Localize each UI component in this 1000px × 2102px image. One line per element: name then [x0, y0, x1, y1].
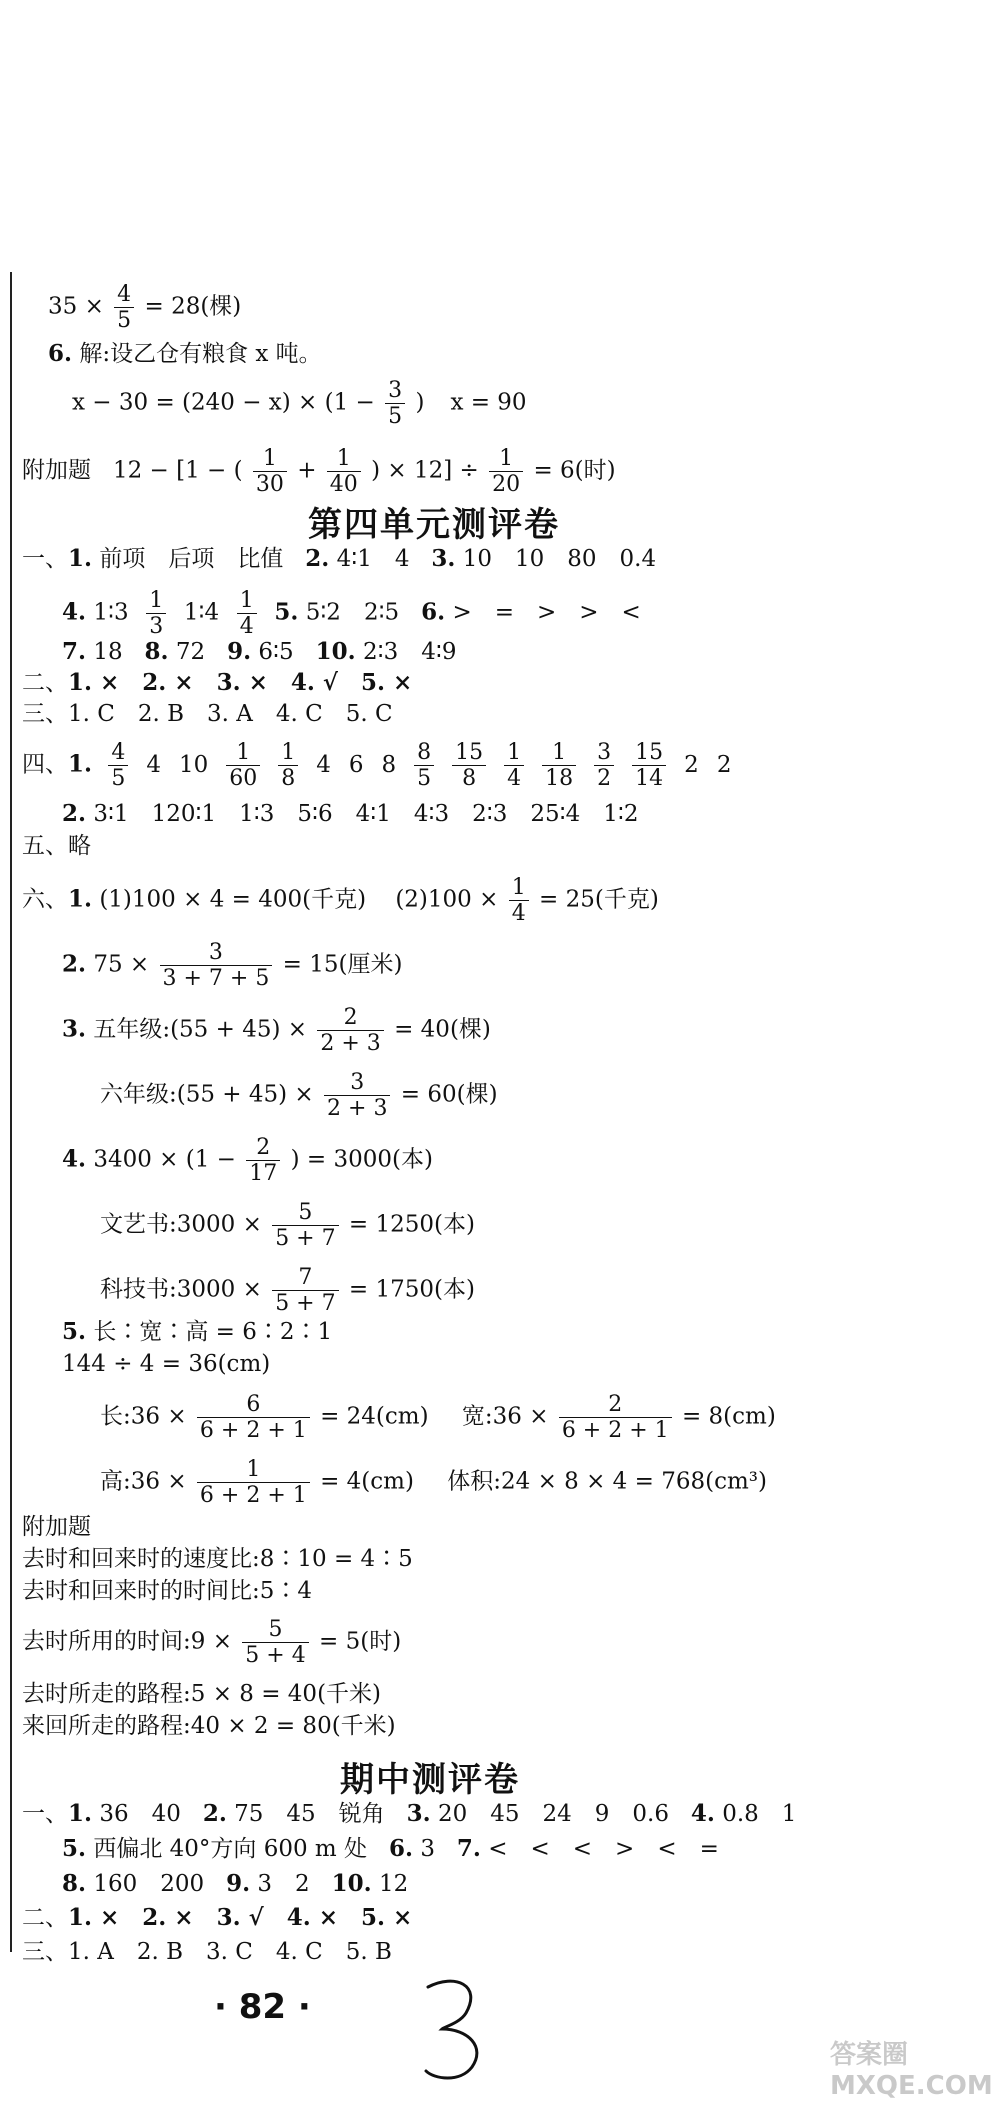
u4-bonus-l5: 来回所走的路程:40 × 2 = 80(千米) — [22, 1713, 396, 1739]
mid-s1-row2: 5. 西偏北 40°方向 600 m 处 6. 3 7. < < < > < = — [62, 1835, 719, 1862]
mid-s2: 二、1. × 2. × 3. √ 4. × 5. × — [22, 1904, 413, 1931]
u4-s3: 三、1. C 2. B 3. A 4. C 5. C — [22, 701, 393, 727]
u4-s6-q3b: 六年级:(55 + 45) × $\frac{3}{2 + 3}$ = 60(棵) — [100, 1070, 498, 1121]
u4-s6-q4c: 科技书:3000 × $\frac{7}{5 + 7}$ = 1750(本) — [100, 1265, 475, 1316]
u4-s4-row1: 四、1. $\frac{4}{5}$ 4 10 $\frac{1}{60}$ $\frac{1}{8}$ 4 6 8 $\frac{8}{5}$ $\frac{15}{8}$ $\frac{1}{4}$ $\frac{1}{18}$ $\frac{3}{2}$ $\frac{15}{14}$ 2 2 — [22, 740, 740, 791]
fraction-answer: $\frac{3}{2}$ — [594, 740, 614, 791]
midterm-title: 期中测评卷 — [340, 1760, 520, 1800]
unit4-title: 第四单元测评卷 — [308, 505, 560, 545]
u4-s6-q3: 3. 五年级:(55 + 45) × $\frac{2}{2 + 3}$ = 40(棵) — [62, 1005, 491, 1056]
prev-bonus: 附加题 12 − [1 − ( $\frac{1}{30}$ + $\frac{1}{40}$ ) × 12] ÷ $\frac{1}{20}$ = 6(时) — [22, 446, 616, 497]
mid-s3: 三、1. A 2. B 3. C 4. C 5. B — [22, 1939, 392, 1965]
u4-s6-q5d: 高:36 × $\frac{1}{6 + 2 + 1}$ = 4(cm) 体积:24 × 8 × 4 = 768(cm³) — [100, 1457, 767, 1508]
u4-s1-row1: 一、1. 前项 后项 比值 2. 4∶1 4 3. 10 10 80 0.4 — [22, 545, 657, 572]
u4-bonus-l2: 去时和回来时的时间比:5∶4 — [22, 1578, 313, 1604]
u4-s1-row3: 7. 18 8. 72 9. 6∶5 10. 2∶3 4∶9 — [62, 638, 457, 665]
handwritten-three — [420, 1975, 490, 2085]
u4-s5: 五、略 — [22, 833, 91, 859]
u4-s4-row2: 2. 3∶1 120∶1 1∶3 5∶6 4∶1 4∶3 2∶3 25∶4 1∶2 — [62, 800, 639, 827]
number-answer: 4 — [316, 751, 331, 778]
fraction-answer: $\frac{1}{18}$ — [542, 740, 576, 791]
u4-s6-q4b: 文艺书:3000 × $\frac{5}{5 + 7}$ = 1250(本) — [100, 1200, 475, 1251]
page-number: · 82 · — [214, 1987, 311, 2027]
u4-s1-row2: 4. 1∶3 $\frac{1}{3}$ 1∶4 $\frac{1}{4}$ 5. 5∶2 2∶5 6. > = > > < — [62, 588, 641, 639]
number-answer: 2 — [684, 751, 699, 778]
number-answer: 2 — [716, 751, 732, 778]
number-answer: 4 — [146, 751, 161, 778]
watermark: 答案圈 MXQE.COM — [830, 2040, 993, 2101]
u4-s6-q1: 六、1. (1)100 × 4 = 400(千克) (2)100 × $\frac{1}{4}$ = 25(千克) — [22, 875, 659, 926]
u4-s6-q4: 4. 3400 × (1 − $\frac{2}{17}$ ) = 3000(本) — [62, 1135, 433, 1186]
margin-line — [10, 272, 12, 1952]
prev-line-2: 6. 解:设乙仓有粮食 x 吨。 — [48, 340, 322, 367]
fraction-answer: $\frac{15}{8}$ — [452, 740, 486, 791]
fraction-answer: $\frac{1}{60}$ — [226, 740, 260, 791]
number-answer: 6 — [348, 751, 364, 778]
u4-s2: 二、1. × 2. × 3. × 4. √ 5. × — [22, 669, 413, 696]
fraction-answer: $\frac{15}{14}$ — [632, 740, 666, 791]
fraction-answer: $\frac{1}{4}$ — [504, 740, 524, 791]
mid-s1-row1: 一、1. 36 40 2. 75 45 锐角 3. 20 45 24 9 0.6 4. 0.8 1 — [22, 1800, 797, 1827]
u4-bonus-label: 附加题 — [22, 1514, 91, 1540]
fraction-answer: $\frac{4}{5}$ — [108, 740, 128, 791]
u4-s6-q5: 5. 长∶宽∶高 = 6∶2∶1 — [62, 1318, 333, 1345]
u4-s6-q5c: 长:36 × $\frac{6}{6 + 2 + 1}$ = 24(cm) 宽:36 × $\frac{2}{6 + 2 + 1}$ = 8(cm) — [100, 1392, 776, 1443]
u4-s6-q5b: 144 ÷ 4 = 36(cm) — [62, 1351, 271, 1377]
fraction: $\frac{4}{5}$ — [114, 282, 134, 333]
mid-s1-row3: 8. 160 200 9. 3 2 10. 12 — [62, 1870, 409, 1897]
number-answer: 10 — [178, 751, 209, 778]
prev-line-1: 35 × $\frac{4}{5}$ = 28(棵) — [48, 282, 242, 333]
fraction-answer: $\frac{8}{5}$ — [414, 740, 434, 791]
u4-bonus-l4: 去时所走的路程:5 × 8 = 40(千米) — [22, 1681, 382, 1707]
u4-bonus-l3: 去时所用的时间:9 × $\frac{5}{5 + 4}$ = 5(时) — [22, 1617, 402, 1668]
number-answer: 8 — [381, 751, 397, 778]
u4-bonus-l1: 去时和回来时的速度比:8∶10 = 4∶5 — [22, 1546, 413, 1572]
u4-s6-q2: 2. 75 × $\frac{3}{3 + 7 + 5}$ = 15(厘米) — [62, 940, 403, 991]
fraction-answer: $\frac{1}{8}$ — [278, 740, 298, 791]
prev-line-3: x − 30 = (240 − x) × (1 − $\frac{3}{5}$ ) x = 90 — [72, 378, 527, 429]
